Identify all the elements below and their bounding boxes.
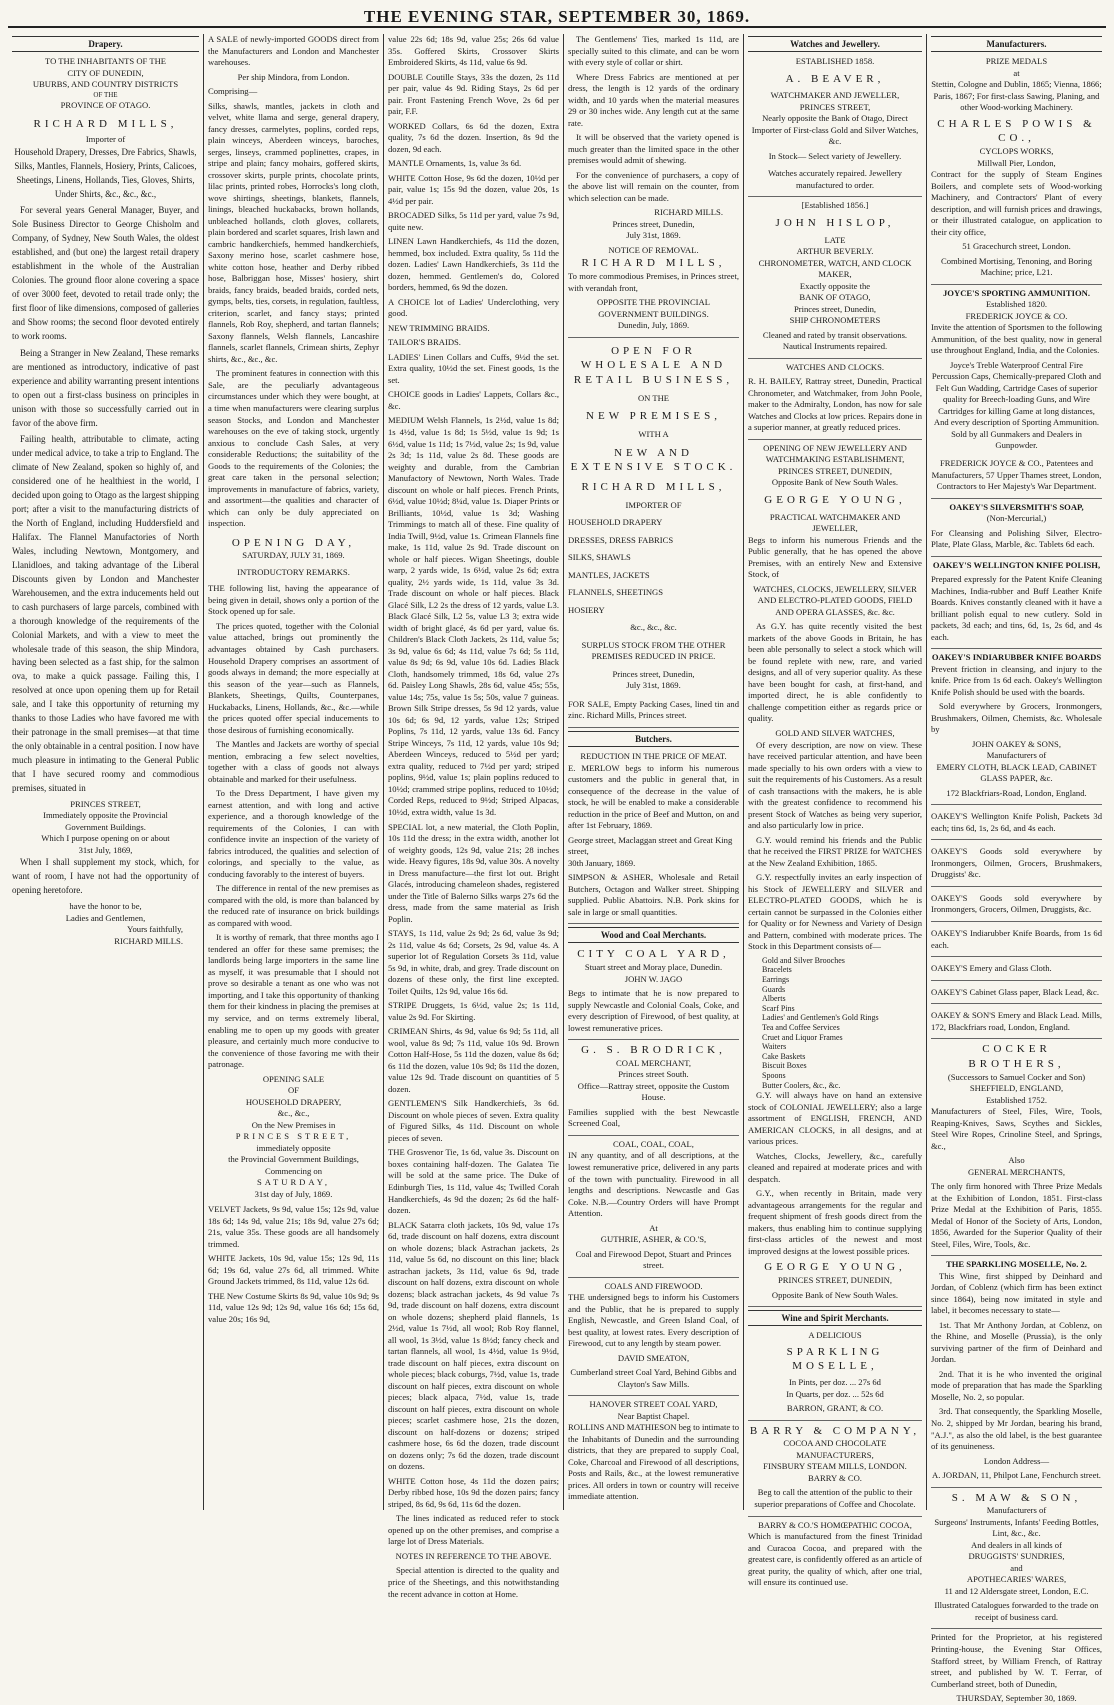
address-line: Immediately opposite the Provincial: [43, 810, 168, 821]
section-watches: Watches and Jewellery.: [748, 36, 922, 52]
closing-line: have the honor to be,: [69, 901, 142, 912]
stock-item: IMPORTER OF: [625, 499, 682, 510]
price-line: In Quarts, per doz. ... 52s 6d: [786, 1388, 884, 1399]
heading-line: REDUCTION IN THE PRICE OF MEAT.: [580, 751, 727, 762]
paragraph: A CHOICE lot of Ladies' Underclothing, very good.: [388, 296, 559, 319]
heading-line: (Non-Mercurial,): [986, 513, 1047, 524]
opening-day-heading: OPENING DAY,: [231, 536, 356, 549]
heading-line: WATCHES AND CLOCKS.: [785, 361, 885, 372]
heading-line: immediately opposite: [256, 1142, 331, 1153]
oakey-ad: OAKEY'S Goods sold everywhere by Ironmongers, Oilmen, Grocers, Brushmakers, Druggists' &c.: [931, 843, 1102, 887]
heading-line: NOTICE OF REMOVAL.: [608, 244, 699, 255]
notes-heading: NOTES IN REFERENCE TO THE ABOVE.: [395, 1550, 552, 1561]
heading-line: OAKEY'S WELLINGTON KNIFE POLISH,: [932, 559, 1101, 570]
heading-line: 31st day of July, 1869.: [254, 1188, 333, 1199]
paragraph: Which is manufactured from the finest Trinidad and Curacoa Cocoa, and prepared with the greatest care, is confidently offered as an article of great purity, the quality of which, after one trial, will ensure its continued use.: [748, 1531, 922, 1588]
list-item: Butter Coolers, &c., &c.: [762, 1080, 841, 1090]
paragraph: G.Y. will always have on hand an extensive stock of COLONIAL JEWELLERY; also a large assortment of ENGLISH, FRENCH, AND AMERICAN CLOCKS, in all designs, and at various prices.: [748, 1090, 922, 1147]
heading-line: OPENING OF NEW JEWELLERY AND WATCHMAKING ESTABLISHMENT,: [763, 442, 907, 465]
paragraph: For the convenience of purchasers, a copy of the above list will remain on the counter, from which selection can be made.: [568, 169, 739, 203]
paragraph: To more commodious Premises, in Princes street, with verandah front,: [568, 271, 739, 293]
heading-line: EMERY CLOTH, BLACK LEAD, CABINET GLASS PAPER, &c.: [936, 761, 1097, 784]
address-line: Stuart street and Moray place, Dunedin.: [584, 962, 723, 973]
address-line: PRINCES STREET, DUNEDIN,: [778, 465, 892, 476]
paragraph: Joyce's Treble Waterproof Central Fire Percussion Caps, Chemically-prepared Cloth and Felt Gun Wadding, Cartridge Cases of superior quality for Breech-loading Guns, and Wire Cartridges for killing Game at long distances, And every description of Sporting Ammunition. Sold by all Gunmakers and Dealers in Gunpowder.: [931, 359, 1102, 451]
heading-line: OPENING SALE: [262, 1073, 325, 1084]
heading-line: DRUGGISTS' SUNDRIES,: [968, 1551, 1065, 1562]
advertiser-name: A. BEAVER,: [785, 72, 885, 85]
paragraph: The prices quoted, together with the Colonial value attached, brings out prominently the advantages obtained by Cash purchasers. Household Drapery comprises an assortment of goods always in demand; the more especially at this season of the year—such as Flannels, Blankets, Sheetings, Quilts, Counterpanes, Huckabacks, Linens, Hollands, &c., &c.—while the prices quoted offer special inducements to those desirous of furnishing economically.: [208, 620, 379, 735]
heading-line: CHRONOMETER, WATCH, AND CLOCK MAKER,: [758, 257, 912, 280]
heading-line: ON THE: [637, 392, 670, 403]
section-wine: Wine and Spirit Merchants.: [748, 1310, 922, 1326]
heading-line: COAL, COAL, COAL,: [613, 1138, 694, 1149]
heading-line: WATCHMAKER AND JEWELLER,: [770, 90, 900, 101]
stock-item: DRESSES, DRESS FABRICS: [568, 534, 674, 545]
heading-line: APOTHECARIES' WARES,: [966, 1574, 1067, 1585]
heading-line: OAKEY'S SILVERSMITH'S SOAP,: [949, 501, 1084, 512]
stock-item: MANTLES, JACKETS: [568, 569, 650, 580]
paragraph: Manufacturers of Steel, Files, Wire, Tools, Reaping-Knives, Saws, Scythes and Sickles, Steel Wire Ropes, Crinoline Steel, and Springs, &c.,: [931, 1106, 1102, 1151]
paragraph: R. H. BAILEY, Rattray street, Dunedin, Practical Chronometer, and Watchmaker, from John Poole, maker to the Admiralty, London, has now for sale Watches and Clocks at low prices. Repairs done in a superior manner, at greatly reduced prices.: [748, 373, 922, 440]
paragraph: Prevent friction in cleansing, and injury to the knife. Price from 1s 6d each. Oakey's Wellington Knife Polish should be used with the boards.: [931, 663, 1102, 697]
paragraph: ROLLINS AND MATHIESON beg to intimate to the Inhabitants of Dunedin and the surrounding districts, that they are prepared to supply Coal, Coke, Charcoal and Firewood of all descriptions, Posts and Rails, &c., at the lowest remunerative prices. All orders in town or country will receive immediate attention.: [568, 1422, 739, 1502]
heading-line: PRINCES STREET,: [235, 1131, 352, 1142]
imprint: Printed for the Proprietor, at his registered Printing-house, the Evening Star Offices, Stafford street, by William French, of Rattray street, and published by W. T. Ferrar, of Cumberland street, both of Dunedin,: [931, 1632, 1102, 1689]
paragraph: It will be observed that the variety opened is much greater than the limited space in the other premises would admit of shewing.: [568, 132, 739, 166]
paragraph: WORKED Collars, 6s 6d the dozen, Extra quality, 7s 6d the dozen. Insertion, 8s 9d the dozen, 9d each.: [388, 120, 559, 154]
paragraph: E. MERLOW begs to inform his numerous customers and the public in general that, in consequence of the decrease in the value of stock, he will be enabled to make a considerable reduction in the price of Beef and Mutton, on and after 1st February, 1869.: [568, 762, 739, 831]
paragraph: Comprising—: [208, 86, 258, 97]
paragraph: CHOICE goods in Ladies' Lappets, Collars &c., &c.: [388, 389, 559, 411]
importer-line: Importer of: [85, 134, 126, 145]
heading-line: PRACTICAL WATCHMAKER AND JEWELLER,: [769, 511, 901, 534]
paragraph: Watches accurately repaired. Jewellery manufactured to order.: [748, 165, 922, 197]
paragraph: The difference in rental of the new premises as compared with the old, is more than balanced by the reduced rate of insurance on brick buildings as compared with wood.: [208, 883, 379, 928]
address-line: Government Buildings.: [65, 821, 146, 832]
advertiser-name: G. S. BRODRICK,: [581, 1044, 726, 1057]
date-line: July 31st, 1869.: [626, 680, 681, 691]
heading-line: Also: [1008, 1155, 1025, 1166]
signature: RICHARD MILLS.: [654, 207, 723, 218]
address-line: Opposite Bank of New South Wales.: [771, 477, 899, 488]
advertiser-name: CHARLES POWIS & CO.,: [937, 117, 1096, 145]
advertiser-name: BARRON, GRANT, & CO.: [748, 1400, 922, 1421]
list-item: Guards: [762, 984, 786, 994]
address-line: SHEFFIELD, ENGLAND,: [969, 1083, 1064, 1094]
ad-heading-2: CITY OF DUNEDIN,: [67, 67, 144, 78]
heading-line: Manufacturers of: [986, 750, 1047, 761]
paragraph: WHITE Cotton Hose, 9s 6d the dozen, 10½d per pair, value 1s; 15s 9d the dozen, value 20s, 1s 4½d per pair.: [388, 172, 559, 206]
heading-line: Commencing on: [264, 1165, 323, 1176]
paragraph: Combined Mortising, Tenoning, and Boring Machine; price, L21.: [931, 253, 1102, 285]
oakey-ad: OAKEY'S Cabinet Glass paper, Black Lead, &c.: [931, 984, 1102, 1005]
paragraph: 2nd. That it is he who invented the original mode of preparation that has made the Sparkling Moselle, No. 2, so popular.: [931, 1368, 1102, 1402]
paragraph: Prepared expressly for the Patent Knife Cleaning Machines, India-rubber and Buff Leather Knife Boards. Knives constantly cleaned with it have a brilliant polish equal to new cutlery. Sold in packets, 3d each; and tins, 6d, 1s, 2s 6d, and 4s each.: [931, 571, 1102, 649]
paragraph: WHITE Cotton hose, 4s 11d the dozen pairs; Derby ribbed hose, 10s 9d the dozen pairs; fancy striped, 8s 6d, 9s 6d, 11s 6d the dozen.: [388, 1475, 559, 1509]
paragraph: SPECIAL lot, a new material, the Cloth Poplin, 10s 11d the dress; in the extra width, another lot of weighty goods, 12s 9d, value 21s; 28 inches wide. Heavy figures, 18s 9d, value 30s. A novelty in Dress manufacture—the first lot out. Bright Glacés, introducing chameleon shades, registered under the Title of Balerno Silks warps 27s 6d the dress, made from the same material as Irish Poplin.: [388, 821, 559, 924]
paragraph: MEDIUM Welsh Flannels, 1s 2½d, value 1s 8d; 1s 4½d, value 1s 8d; 1s 5½d, value 1s 9d; 1s 6½d, value 1s 11d; 1s 7½d, value 2s; 1s 9d, value 2s 3d; 1s 11d, value 2s 8d. These goods are weighty and durable, from the Cambrian Manufactory of Newtown, North Wales. Trade discount on whole or half pieces. French Prints, 6½d, value 10½d; 8¼d, value 1s. Diaper Prints or Brilliants, 10½d, value 1s 3d; Washing Trimmings to match all of these. Fine quality of India Twill, 9½d, value 1s. Crimean Flannels fine make, 1s 11d, value 2s 9d. Trade discount on whole or half pieces. Wigan Sheetings, double warp, 2 yards wide, 1s 6½d, value 2s 6d; extra quality, 2½ yards wide, 1s 11d, value 3s 3d. Trade discount on whole or half pieces. Black Glacé Silk, L2 2s the dress of 12 yards, value L3. Black Glacé Silk, L2 5s, value L3 3; extra wide width of bright glacé, 4s 6d per yard, value 6s. Children's Black Cloth Jackets, 2s 11d, value 5s; 3s 9d, value 6s 6d; 4s 11d, value 7s 6d; 5s 11d, value 8s 9d; 6s 9d, value 10s 6d. Ladies Black Cloth, handsomely trimmed, 18s 6d, value 27s 6d. Paisley Long Shawls, 28s 6d, value 45s; 55s, value 14s; 75s, value 1s 5s; 50s, value 7 guineas. Brown Silk Stripe dresses, 5s 9d 12 yards, value 10s 6d; 6s 9d, 12 yards, value 12s; Striped Poplins, 7s 11d, 12 yards, value 13s 6d. Fancy Stripe Winceys, 7s 11d, 12 yards, value 10s 9d; Aberdeen Winceys, reduced to 5½d per yard; extra quality, reduced to 7½d per yard; striped poplins, 9½d, value 1s; plain poplins reduced to 10½d; crammed stripe poplins, reduced to 10½d; Corded Reps, reduced to 9½d; Striped Alpacas, 10½d, extra width, value 1s 3d.: [388, 415, 559, 817]
heading-line: On the New Premises in: [251, 1119, 336, 1130]
date-line: 31st July, 1869,: [78, 844, 133, 855]
paragraph: A SALE of newly-imported GOODS direct from the Manufacturers and London and Manchester warehouses.: [208, 34, 379, 68]
heading-line: GENERAL MERCHANTS,: [967, 1166, 1066, 1177]
paragraph: SIMPSON & ASHER, Wholesale and Retail Butchers, Octagon and Walker street. Shipping supplied. Public Abattoirs. N.B. Pork skins for sale in large or small quantities.: [568, 869, 739, 924]
paragraph: Where Dress Fabrics are mentioned at per dress, the length is 12 yards of the ordinary width, and 10 yards when the material measures 29 or 30 inches wide. Any length cut at the same rate.: [568, 71, 739, 128]
paragraph: Failing health, attributable to climate, acting under medical advice, to take a trip to England. The climate of New Zealand, spoken so highly of, and considered one of he healthiest in the world, I decided upon going to Otago as the largest shipping port; after a visit to the manufacturing districts of the North of England, including Huddersfield and Halifax. The Flannel Manufactories of North Wales, including Newtown, Montgomery, and Llanidloes, and taking advantage of the Liberal Discounts given by London and Manchester Warehousemen, and the extra inducements held out to cash purchasers of large parcels, combined with a thorough knowledge of the requirements of the Colonial Markets, and with a view to meet the wholesale trade of this season, the ship Mindora, having been selected as a fast ship, for the salmon ova, to make a quick passage. Failing this, I resolved at once upon opening them up for Retail sale, and I take this opportunity of returning my thanks to those Ladies who have favored me with their patronage in the small premises—at that time the only obtainable in a central position. I now have much pleasure in intimating to the General Public that I have secured roomy and commodious premises, situated in: [12, 434, 199, 793]
list-item: Bracelets: [762, 965, 792, 975]
price-line: In Pints, per doz. ... 27s 6d: [789, 1377, 881, 1388]
heading-line: ESTABLISHED 1858.: [795, 56, 875, 67]
advertiser-name: S. MAW & SON,: [951, 1491, 1082, 1504]
goods-list: Household Drapery, Dresses, Dre Fabrics, Shawls, Silks, Mantles, Flannels, Hosiery, Prints, Calicoes, Sheetings, Linens, Hollands, Ties, Gloves, Shirts, Under Shirts, &c., &c., &c.,: [14, 146, 197, 199]
address-line: Office—Rattray street, opposite the Custom House.: [577, 1080, 730, 1103]
heading-line: OF: [288, 1085, 299, 1096]
paragraph: STRIPE Druggets, 1s 6½d, value 2s; 1s 11d, value 2s 9d. For Skirting.: [388, 1000, 559, 1022]
heading-line: the Provincial Government Buildings,: [228, 1154, 359, 1165]
address-line: Opposite Bank of New South Wales.: [748, 1287, 922, 1308]
oakey-ad: OAKEY'S Wellington Knife Polish, Packets 3d each; tins 6d, 1s, 2s 6d, and 4s each.: [931, 808, 1102, 840]
paragraph: In Stock— Select variety of Jewellery.: [768, 150, 902, 161]
address-line: FINSBURY STEAM MILLS, LONDON.: [763, 1461, 907, 1472]
paragraph: G.Y. respectfully invites an early inspection of his Stock of JEWELLERY and SILVER and ELECTRO-PLATED GOODS, which he is certain cannot be surpassed in the Colonies either for Quality or for Newness and Variety of Design and Pattern, combined with moderate prices. The Stock in this Department consists of—: [748, 872, 922, 952]
address-line: George street, Maclaggan street and Great King street,: [568, 834, 733, 857]
address-line: Princes street South.: [618, 1069, 689, 1080]
oakey-ad: OAKEY'S Emery and Glass Cloth.: [931, 960, 1102, 981]
heading-line: WITH A: [638, 429, 669, 440]
paragraph: To the Dress Department, I have given my earnest attention, and with long and active experience, and a thorough knowledge of the requirements of the Colonies, I can with confidence invite an inspection of the variety of fabrics introduced, the qualities and selection of colorings, and specially to the value, as conducing favorably to the interest of buyers.: [208, 788, 379, 879]
paragraph: BLACK Satarra cloth jackets, 10s 9d, value 17s 6d, trade discount on half dozens, extra discount on whole dozens; black Astrachan jackets, 2s 11d, value 5s 6d, no discount on this line; black astrachan jackets, 3s 11d, value 6s 9d, trade discount on half dozens, extra discount on whole dozens; black astrachan jackets, 4s 9d value 7s 9d, trade discount on half dozens, extra discount on whole dozens; shepherd plaid flannels, 1s 2½d, value 1s 7½d, all wool; Rob Roy flannel, all wool, 1s 3½d, value 1s 8½d; fancy check and tartan flannels, all wool, 1s 4½d, value 1s 9½d, trade discount on half pieces, extra discount on whole pieces; black coburgs, 7½d, value 1s, trade discount on half pieces, extra discount on whole pieces; black alpaca, 7½d, value 1s, trade discount on half pieces, extra discount on whole pieces; scarlet cashmere hose, 21s the dozen, discount on half-dozens or dozens; striped cashmere hose, 6s 6d the dozen, trade discount on dozens only; 7s 6d the dozen, trade discount on dozens.: [388, 1219, 559, 1472]
paragraph: VELVET Jackets, 9s 9d, value 15s; 12s 9d, value 18s 6d; 14s 9d, value 21s; 18s 9d, value 27s 6d; 21s, value 35s. These goods are all handsomely trimmed.: [208, 1204, 379, 1249]
advertiser-name: BARRY & CO.: [808, 1472, 862, 1483]
paragraph: TAILOR'S BRAIDS.: [388, 337, 461, 348]
paragraph: For Cleansing and Polishing Silver, Electro-Plate, Plate Glass, Marble, &c. Tablets 6d each.: [931, 525, 1102, 557]
paragraph: value 22s 6d; 18s 9d, value 25s; 26s 6d value 35s. Goffered Skirts, Crossover Skirts Embroidered Skirts, 4s 11d, value 6s 9d.: [388, 34, 559, 68]
paragraph: THE undersigned begs to inform his Customers and the Public, that he is prepared to supply English, Newcastle, and Green Island Coal, of best quality, at lowest rates. Every description of Firewood, cut to any length by steam power.: [568, 1292, 739, 1349]
address-line: Princes street, Dunedin,: [612, 218, 695, 229]
heading-line: NEW PREMISES,: [586, 410, 721, 423]
section-butchers: Butchers.: [568, 731, 739, 747]
ad-heading-1: TO THE INHABITANTS OF THE: [44, 56, 167, 67]
heading-line: SHIP CHRONOMETERS: [789, 315, 881, 326]
advertiser-name: RICHARD MILLS,: [33, 118, 178, 131]
address-line: PRINCES STREET, DUNEDIN,: [778, 1275, 892, 1286]
ad-heading-3: UBURBS, AND COUNTRY DISTRICTS: [32, 79, 179, 90]
paragraph: Begs to intimate that he is now prepared to supply Newcastle and Colonial Coals, Coke, and every description of Firewood, of best quality, at lowest remunerative prices.: [568, 985, 739, 1040]
columns: [8, 34, 1106, 1704]
paragraph: Sold everywhere by Grocers, Ironmongers, Brushmakers, Oilmen, Chemists, &c. Wholesale by: [931, 701, 1102, 735]
list-item: Cake Baskets: [762, 1051, 806, 1061]
heading-line: GOLD AND SILVER WATCHES,: [775, 728, 895, 738]
heading-line: Established 1752.: [985, 1094, 1048, 1105]
paragraph: G.Y. would remind his friends and the Public that he received the FIRST PRIZE for WATCHES at the New Zealand Exhibition, 1865.: [748, 834, 922, 868]
address-line: PRINCES STREET,: [799, 101, 871, 112]
heading-line: NEW AND EXTENSIVE STOCK.: [570, 446, 737, 474]
oakey-ad: OAKEY & SON'S Emery and Black Lead. Mills, 172, Blackfriars road, London, England.: [931, 1007, 1102, 1039]
paragraph: THE following list, having the appearance of being given in detail, shows only a portion of the Stock opened up for sale.: [208, 583, 379, 617]
heading-line: London Address—: [983, 1455, 1050, 1466]
advertiser-name: GUTHRIE, ASHER, & CO.'S,: [600, 1234, 707, 1245]
paragraph: DOUBLE Coutille Stays, 33s the dozen, 2s 11d per pair, value 4s 9d. Riding Stays, 2s 6d per pair. Front Fastening French Wove, 2s 6d per pair, F.F.: [388, 71, 559, 117]
heading-line: at: [1013, 67, 1020, 78]
stock-item: HOSIERY: [568, 604, 605, 615]
closing-line: Ladies and Gentlemen,: [65, 912, 146, 923]
address-line: A. JORDAN, 11, Philpot Lane, Fenchurch street.: [931, 1467, 1102, 1488]
column-4: [563, 34, 743, 1510]
heading-line: ARTHUR BEVERLY.: [796, 246, 874, 257]
paragraph: Illustrated Catalogues forwarded to the trade on receipt of business card.: [931, 1597, 1102, 1629]
address-line: Princes street, Dunedin,: [612, 668, 695, 679]
advertiser-name: CITY COAL YARD,: [577, 948, 730, 961]
heading-line: [Established 1856.]: [801, 200, 869, 211]
paragraph: THE New Costume Skirts 8s 9d, value 10s 9d; 9s 11d, value 12s 9d; 12s 9d, value 16s 6d; 15s 6d, value 20s; 16s 9d,: [208, 1290, 379, 1324]
stock-list: [568, 500, 739, 634]
paragraph: WATCHES, CLOCKS, JEWELLERY, SILVER AND ELECTRO-PLATED GOODS, FIELD AND OPERA GLASSES, &c. &c.: [753, 583, 917, 617]
paragraph: Special attention is directed to the quality and price of the Sheetings, and this notwithstanding the recent advance in cotton at Home.: [388, 1565, 559, 1599]
paragraph: Stettin, Cologne and Dublin, 1865; Vienna, 1866; Paris, 1867; For first-class Sawing, Planing, and other Wood-working Machinery.: [931, 79, 1102, 113]
newspaper-page: [8, 6, 1106, 1704]
advertiser-name: GEORGE YOUNG,: [764, 1261, 906, 1274]
closing-line: Yours faithfully,: [127, 924, 183, 935]
paragraph: Nearly opposite the Bank of Otago, Direct Importer of First-class Gold and Silver Watches, &c.: [751, 113, 919, 147]
heading-line: Established 1820.: [985, 299, 1048, 310]
heading-line: (Successors to Samuel Cocker and Son): [947, 1071, 1086, 1082]
address-line: Which I purpose opening on or about: [41, 833, 170, 844]
list-item: Cruet and Liquor Frames: [762, 1032, 843, 1042]
paragraph: BROCADED Silks, 5s 11d per yard, value 7s 9d, quite new.: [388, 210, 559, 232]
stock-item: &c., &c., &c.: [630, 622, 677, 633]
paragraph: FOR SALE, Empty Packing Cases, lined tin and zinc. Richard Mills, Princes street.: [568, 696, 739, 728]
paragraph: When I shall supplement my stock, which, for want of room, I have not had the opportunity of opening heretofore.: [12, 857, 199, 896]
list-item: Gold and Silver Brooches: [762, 955, 845, 965]
paragraph: GENTLEMEN'S Silk Handkerchiefs, 3s 6d. Discount on whole pieces of seven. Extra quality of Figured Silks, 4s 11d. Discount on whole pieces of seven.: [388, 1098, 559, 1143]
section-wood-coal: Wood and Coal Merchants.: [568, 927, 739, 943]
paragraph: MANTLE Ornaments, 1s, value 3s 6d.: [388, 158, 522, 169]
heading-line: HANOVER STREET COAL YARD,: [589, 1399, 718, 1410]
heading-line: HOUSEHOLD DRAPERY,: [245, 1096, 342, 1107]
advertiser-name: JOHN OAKEY & SONS,: [972, 738, 1061, 749]
heading-line: &c., &c.,: [277, 1108, 310, 1119]
section-manufacturers: Manufacturers.: [931, 36, 1102, 52]
oakey-ad: OAKEY'S Goods sold everywhere by Ironmongers, Grocers, Oilmen, Druggists, &c.: [931, 890, 1102, 922]
paragraph: FREDERICK JOYCE & CO., Patentees and Manufacturers, 57 Upper Thames street, London, Contractors to Her Majesty's War Department.: [931, 455, 1102, 499]
address-line: PRINCES STREET,: [70, 798, 141, 809]
heading-line: THE SPARKLING MOSELLE, No. 2.: [946, 1259, 1087, 1270]
signature: RICHARD MILLS.: [114, 935, 183, 946]
heading-line: SATURDAY,: [256, 1177, 331, 1188]
heading-line: COAL MERCHANT,: [616, 1057, 691, 1068]
paragraph: STAYS, 1s 11d, value 2s 9d; 2s 6d, value 3s 9d; 2s 11d, value 4s 6d; Corsets, 2s 9d, value 4s. A superior lot of Regulation Corsets 3s 11d, value 5s 9d, in white, drab, and grey. Trade discount on dozens of these only, the first line excepted. Toilet Quilts, 12s 9d, value 16s 6d.: [388, 928, 559, 996]
heading-line: COALS AND FIREWOOD.: [604, 1280, 703, 1291]
advertiser-name: JOHN HISLOP,: [775, 216, 895, 229]
paragraph: Families supplied with the best Newcastle Screened Coal,: [568, 1104, 739, 1136]
list-item: Waiters: [762, 1042, 787, 1052]
paragraph: LADIES' Linen Collars and Cuffs, 9½d the set. Extra quality, 10½d the set. Finest goods, 1s the set.: [388, 351, 559, 385]
paragraph: Beg to call the attention of the public to their superior preparations of Coffee and Chocolate.: [748, 1484, 922, 1516]
paragraph: Of every description, are now on view. These have received particular attention, and have been made specially to his own orders with a view to suit the requirements of his Customers. As a result of cash transactions with the makers, he is able with the greatest confidence to recommend his present Stock of Watches as being very superior, and also particularly low in price.: [748, 739, 922, 831]
address-line: 51 Gracechurch street, London.: [962, 241, 1071, 252]
paragraph: The lines indicated as reduced refer to stock opened up on the other premises, and comprise a large lot of Dress Materials.: [388, 1513, 559, 1547]
heading-line: PRIZE MEDALS: [985, 56, 1048, 67]
advertiser-name: GEORGE YOUNG,: [764, 493, 906, 506]
heading-line: At: [649, 1222, 658, 1233]
date-line: 30th January, 1869.: [568, 857, 636, 868]
heading-line: LATE: [824, 234, 846, 245]
paragraph: Cleaned and rated by transit observations. Nautical Instruments repaired.: [748, 327, 922, 359]
paragraph: Watches, Clocks, Jewellery, &c., carefully cleaned and repaired at moderate prices and with despatch.: [748, 1150, 922, 1184]
paragraph: NEW TRIMMING BRAIDS.: [388, 322, 490, 333]
list-item: Earrings: [762, 974, 790, 984]
address-line: 11 and 12 Aldersgate street, London, E.C.: [944, 1585, 1089, 1596]
address-line: Princes street, Dunedin,: [793, 303, 877, 314]
paragraph: It is worthy of remark, that three months ago I tendered an offer for these same premises; the landlords being large importers in the same line as myself, it was presumable that I should not prove so desirable a tenant as one who was not importing, and I take this opportunity of thanking them for their kindness in placing the premises at my service, and on terms extremely liberal, enabling me to open up my goods with greater pleasure, and certainly much more conducive to the convenience of those favoring me with their patronage.: [208, 932, 379, 1070]
heading-line: COCOA AND CHOCOLATE MANUFACTURERS,: [783, 1438, 887, 1460]
column-3: [383, 34, 563, 1599]
heading-line: and: [1010, 1562, 1023, 1573]
heading-line: OPEN FOR WHOLESALE AND: [580, 344, 727, 372]
paragraph: This Wine, first shipped by Deinhard and Jordan, of Coblenz (which firm has been extinct since 1864), being now imitated in style and label, it becomes necessary to state—: [931, 1270, 1102, 1316]
paragraph: As G.Y. has quite recently visited the best markets of the above Goods in Britain, he has been able personally to select a stock which will be found replete with new, rare, and varied designs, and all of very superior quality. As these have been bought for cash, at first-hand, and imported direct, he is able confidently to challenge competition either as regards price or quality.: [748, 621, 922, 724]
oakey-ad: OAKEY'S Indiarubber Knife Boards, from 1s 6d each.: [931, 925, 1102, 957]
address-line: 172 Blackfriars-Road, London, England.: [931, 785, 1102, 806]
list-item: Scarf Pins: [762, 1003, 795, 1013]
ad-heading-4: OF THE: [93, 90, 118, 99]
paragraph: The only firm honored with Three Prize Medals at the Exhibition of London, 1851. First-class Prize Medal at the Exhibition of Paris, 1855. Medal of Honor of the Society of Arts, London, 1856, Awarded for the Superior Quality of their Steel, Files, Wire, Tools, &c.: [931, 1178, 1102, 1256]
list-item: Alberts: [762, 994, 786, 1004]
ad-heading-5: PROVINCE OF OTAGO.: [60, 99, 151, 110]
heading-line: OPPOSITE THE PROVINCIAL GOVERNMENT BUILDINGS.: [597, 297, 710, 319]
advertiser-name: RICHARD MILLS,: [581, 257, 726, 270]
column-6: [926, 34, 1106, 1704]
address-line: Cumberland street Coal Yard, Behind Gibbs and Clayton's Saw Mills.: [568, 1364, 739, 1396]
paragraph: The Mantles and Jackets are worthy of special mention, embracing a few select novelties, together with a class of goods not always obtainable and marked for their usefulness.: [208, 739, 379, 784]
advertiser-name: FREDERICK JOYCE & CO.: [965, 310, 1068, 321]
imprint-date: THURSDAY, September 30, 1869.: [956, 1693, 1077, 1704]
heading-line: A DELICIOUS: [808, 1330, 862, 1341]
list-item: Ladies' and Gentlemen's Gold Rings: [762, 1013, 879, 1023]
masthead: THE EVENING STAR, SEPTEMBER 30, 1869.: [8, 6, 1106, 28]
heading-line: RETAIL BUSINESS,: [573, 374, 734, 387]
address-line: Millwall Pier, London,: [977, 157, 1056, 168]
heading-line: CYCLOPS WORKS,: [979, 146, 1054, 157]
advertiser-name: DAVID SMEATON,: [617, 1352, 690, 1363]
address-line: Near Baptist Chapel.: [617, 1410, 690, 1421]
column-2: [203, 34, 383, 1510]
paragraph: LINEN Lawn Handkerchiefs, 4s 11d the dozen, hemmed, box included. Extra quality, 5s 11d the dozen. Ladies' Lawn Handkerchiefs, 3s 11d the dozen, hemmed. Gentlemen's do, Colored borders, hemmed, 6s 9d the dozen.: [388, 236, 559, 293]
address-line: Coal and Firewood Depot, Stuart and Princes street.: [568, 1246, 739, 1278]
paragraph: Contract for the supply of Steam Engines Boilers, and complete sets of Wood-working Machinery, and Contractors' Plant of every description, and will furnish prices and drawings, or their illustrated catalogue, on application to their city office,: [931, 169, 1102, 237]
address-line: Exactly opposite the: [799, 280, 871, 291]
paragraph: Invite the attention of Sportsmen to the following Ammunition, of the best quality, now in general use throughout England, India, and the Colonies.: [931, 322, 1102, 356]
heading-line: Manufacturers of: [986, 1505, 1047, 1516]
jewellery-list: [748, 956, 922, 1090]
advertiser-name: RICHARD MILLS,: [581, 481, 726, 494]
paragraph: SURPLUS STOCK FROM THE OTHER PREMISES REDUCED IN PRICE.: [581, 639, 726, 662]
opening-date: SATURDAY, JULY 31, 1869.: [242, 550, 345, 561]
heading-line: And dealers in all kinds of: [971, 1539, 1062, 1550]
paragraph: CRIMEAN Shirts, 4s 9d, value 6s 9d; 5s 11d, all wool, value 8s 9d; 7s 11d, value 10s 9d. Brown Cotton Half-Hose, 5s 11d the dozen, value 8s 6d; 6s 11d the dozen, value 10s 9d; 8s 11d the dozen, value 12s 9d. Trade discount on quantities of 5 dozen.: [388, 1026, 559, 1094]
column-1: [8, 34, 203, 1510]
intro-heading: INTRODUCTORY REMARKS.: [237, 566, 350, 577]
address-line: BANK OF OTAGO,: [799, 292, 871, 303]
heading-line: JOYCE'S SPORTING AMMUNITION.: [943, 287, 1090, 298]
list-item: Biscuit Boxes: [762, 1061, 807, 1071]
advertiser-name: BARRY & COMPANY,: [749, 1424, 921, 1437]
paragraph: Per ship Mindora, from London.: [237, 71, 350, 82]
paragraph: Begs to inform his numerous Friends and the Public generally, that he has opened the above Premises, with an entirely New and Extensive Stock, of: [748, 534, 922, 580]
section-drapery: Drapery.: [12, 36, 199, 52]
date-line: July 31st, 1869.: [626, 230, 681, 241]
paragraph: The prominent features in connection with this Sale, are the peculiarly advantageous circumstances under which they were bought, at a time when manufacturers were clearing surplus season Stocks, and London and Manchester warehouses on the eve of taking stock, urgently anxious to conclude Cash Sales, at very considerable Reductions; the suitability of the Goods to the requirements of the Colonies; the great care taken in the personal selection; improvements in manufacture of fabrics, variety, and assortment—the qualities and character of which can only be duly appreciated on inspection.: [208, 368, 379, 529]
paragraph: 3rd. That consequently, the Sparkling Moselle, No. 2, shipped by Mr Jordan, bearing his brand, "A.J.", as also the old label, is the best guarantee of its genuineness.: [931, 1406, 1102, 1452]
removal-ad: [568, 242, 739, 338]
stock-item: SILKS, SHAWLS: [568, 552, 631, 563]
heading-line: Surgeons' Instruments, Infants' Feeding Bottles, Lint, &c., &c.: [934, 1516, 1099, 1539]
heading-line: OAKEY'S INDIARUBBER KNIFE BOARDS: [931, 652, 1102, 663]
advertiser-name: JOHN W. JAGO: [624, 973, 683, 984]
heading-line: BARRY & CO.'S HOMŒPATHIC COCOA,: [758, 1519, 912, 1530]
heading-line: SPARKLING MOSELLE,: [786, 1345, 884, 1373]
paragraph: For several years General Manager, Buyer, and Sole Business Director to George Chisholm and Company, of Sydney, New South Wales, the oldest established, and (but one) the largest retail drapery establishment in the whole of the Australian Colonies. The ground floor alone covering a space of over 3000 feet, devoted to retail trade only; the first floor of like dimensions, composed of galleries and Show rooms; the second floor devoted entirely to work rooms.: [12, 205, 199, 341]
stock-item: FLANNELS, SHEETINGS: [568, 587, 664, 598]
advertiser-name: COCKER BROTHERS,: [968, 1043, 1065, 1070]
paragraph: WHITE Jackets, 10s 9d, value 15s; 12s 9d, 11s 6d; 19s 6d, value 27s 6d, all trimmed. White Ground Jackets trimmed, 8s 11d, value 12s 6d.: [208, 1253, 379, 1287]
paragraph: G.Y., when recently in Britain, made very advantageous arrangements for the regular and frequent shipment of fresh goods direct from the makers, thus enabling him to continue supplying first-class articles of the newest and most improved designs at the lowest possible prices.: [748, 1188, 922, 1256]
paragraph: IN any quantity, and of all descriptions, at the lowest remunerative price, delivered in any parts of the town with punctuality. Firewood in all lengths and descriptions. Newcastle and Gas Coke. N.B.—Country Orders will have Prompt Attention.: [568, 1150, 739, 1219]
list-item: Tea and Coffee Services: [762, 1022, 840, 1032]
paragraph: The Gentlemens' Ties, marked 1s 11d, are specially suited to this climate, and can be worn with every style of collar or shirt.: [568, 34, 739, 68]
date-line: Dunedin, July, 1869.: [617, 320, 690, 331]
stock-item: HOUSEHOLD DRAPERY: [568, 517, 663, 528]
paragraph: THE Grosvenor Tie, 1s 6d, value 3s. Discount on boxes containing half-dozen. The Galatea Tie will be sold at the same price. The Duke of Edinburgh Ties, 1s 11d, value 4s; Twilled Corah Handkerchiefs, 4s 9d the dozen; 2s 6d the half-dozen.: [388, 1147, 559, 1216]
list-item: Spoons: [762, 1070, 786, 1080]
paragraph: 1st. That Mr Anthony Jordan, at Coblenz, on the Rhine, and Moselle (Prussia), is the only surviving partner of the firm of Deinhard and Jordan.: [931, 1319, 1102, 1365]
paragraph: Being a Stranger in New Zealand, These remarks are mentioned as introductory, indicative of past experience and ability warranting present intentions to open out a first-class business on principles in unison with those so successfully carried out in favor of the above firm.: [12, 347, 199, 428]
goods-list: Silks, shawls, mantles, jackets in cloth and velvet, white llama and serge, general drapery, fancy dresses, carmelytes, poplins, corded reps, plain winceys, Aberdeen winceys, baroches, serges, linseys, crammed poplinettes, crapes, in stripe and plain; fancy mohairs, goffered skirts, crossover skirts, purple prints, chocolate prints, lilac prints, printed robes, Horrocks's long cloth, wove shirtings, sheetings, blankets, flannels, linings, bleached huckabacks, brown hollands, unbleached hollands, cloth gloves, collarets, plain bordered and scarlet squares, Irish lawn and cambric handkerchiefs, hemmed handkerchiefs, Saxony merino hose, scarlet cashmere hose, white cotton hose, heather and Derby ribbed hose, Balbriggan hose, Misses' hosiery, shirt braids, fancy braids, beaded braids, corded nets, gymps, belts, ties, corsets, in regulation, faultless, criterion, scarlet, and fancy stays; printed flannels, Rob Roy, shepherd, and tartan flannels; Saxony flannels, Welsh flannels, Lancashire flannels, scarlet flannels, Crimean shirts, Zephyr shirts, &c., &c., &c.: [208, 100, 379, 364]
column-5: [743, 34, 926, 1588]
